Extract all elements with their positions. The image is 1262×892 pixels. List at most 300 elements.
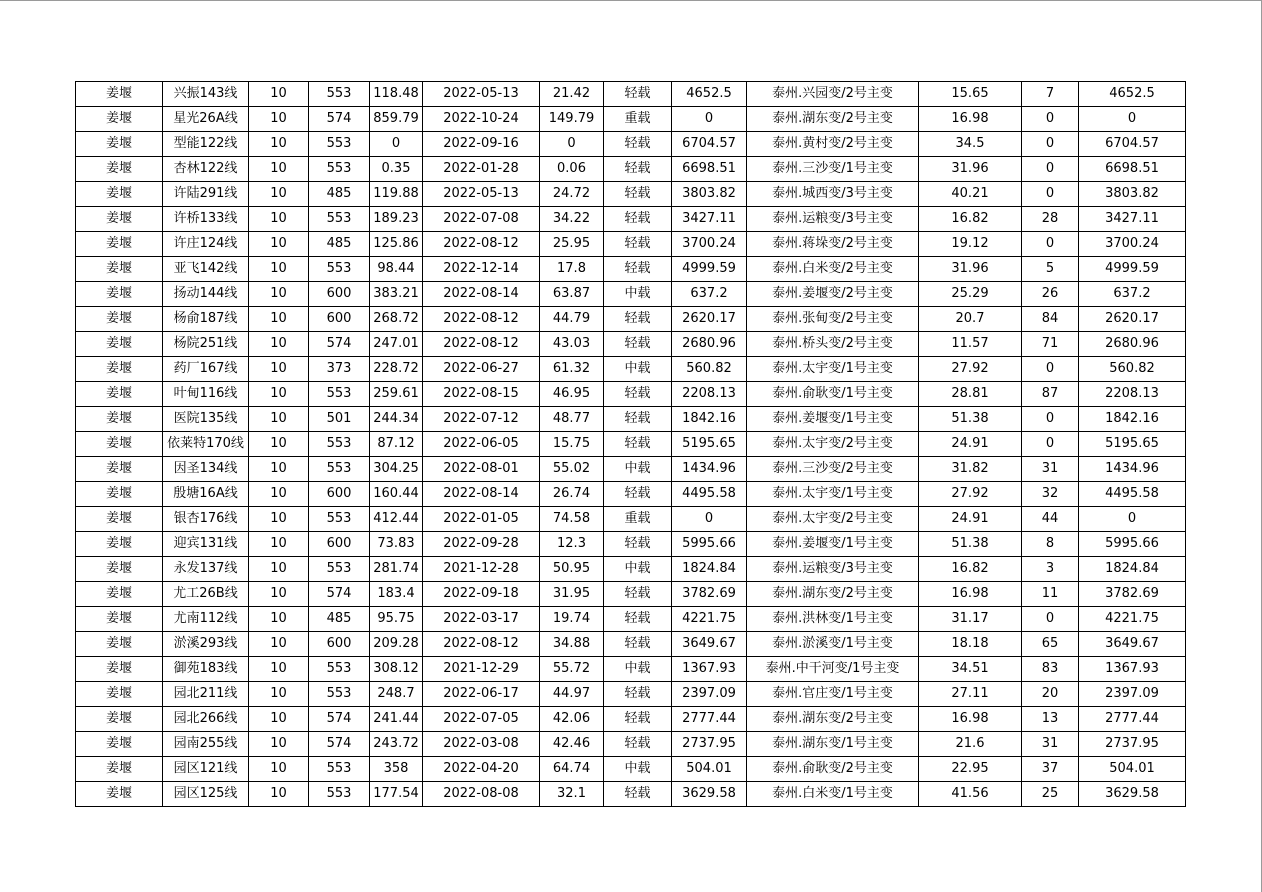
max-current-cell: 412.44 (370, 507, 423, 532)
table-row (76, 407, 1186, 432)
max-current-cell: 243.72 (370, 732, 423, 757)
remaining-capacity-cell: 2620.17 (1079, 307, 1186, 332)
voltage-cell: 10 (249, 757, 309, 782)
rated-capacity-cell: 574 (309, 732, 370, 757)
available-capacity-cell: 5195.65 (672, 432, 747, 457)
count-cell: 25 (1022, 782, 1079, 807)
table-row (76, 657, 1186, 682)
date-cell: 2022-08-12 (423, 632, 540, 657)
date-cell: 2022-07-12 (423, 407, 540, 432)
transformer-load-rate-cell: 41.56 (919, 782, 1022, 807)
rated-capacity-cell: 574 (309, 582, 370, 607)
max-current-cell: 87.12 (370, 432, 423, 457)
load-rate-cell: 17.8 (540, 257, 604, 282)
available-capacity-cell: 0 (672, 507, 747, 532)
region-cell: 姜堰 (76, 432, 163, 457)
date-cell: 2022-05-13 (423, 182, 540, 207)
date-cell: 2022-07-05 (423, 707, 540, 732)
rated-capacity-cell: 553 (309, 557, 370, 582)
available-capacity-cell: 3649.67 (672, 632, 747, 657)
substation-transformer-cell: 泰州.淤溪变/1号主变 (747, 632, 919, 657)
substation-transformer-cell: 泰州.蒋垛变/2号主变 (747, 232, 919, 257)
rated-capacity-cell: 600 (309, 482, 370, 507)
load-rate-cell: 12.3 (540, 532, 604, 557)
load-status-cell: 中载 (604, 457, 672, 482)
line-name-cell: 亚飞142线 (163, 257, 249, 282)
substation-transformer-cell: 泰州.湖东变/2号主变 (747, 107, 919, 132)
rated-capacity-cell: 553 (309, 432, 370, 457)
date-cell: 2022-08-01 (423, 457, 540, 482)
line-name-cell: 许桥133线 (163, 207, 249, 232)
rated-capacity-cell: 600 (309, 632, 370, 657)
load-status-cell: 轻载 (604, 132, 672, 157)
load-rate-cell: 43.03 (540, 332, 604, 357)
table-row (76, 332, 1186, 357)
load-status-cell: 轻载 (604, 482, 672, 507)
remaining-capacity-cell: 4652.5 (1079, 82, 1186, 107)
region-cell: 姜堰 (76, 557, 163, 582)
table-row (76, 507, 1186, 532)
line-name-cell: 扬动144线 (163, 282, 249, 307)
max-current-cell: 308.12 (370, 657, 423, 682)
max-current-cell: 118.48 (370, 82, 423, 107)
substation-transformer-cell: 泰州.兴园变/2号主变 (747, 82, 919, 107)
transformer-load-rate-cell: 16.98 (919, 707, 1022, 732)
load-rate-cell: 55.72 (540, 657, 604, 682)
substation-transformer-cell: 泰州.官庄变/1号主变 (747, 682, 919, 707)
max-current-cell: 177.54 (370, 782, 423, 807)
load-rate-cell: 50.95 (540, 557, 604, 582)
region-cell: 姜堰 (76, 632, 163, 657)
line-name-cell: 淤溪293线 (163, 632, 249, 657)
remaining-capacity-cell: 0 (1079, 107, 1186, 132)
region-cell: 姜堰 (76, 657, 163, 682)
region-cell: 姜堰 (76, 707, 163, 732)
available-capacity-cell: 6698.51 (672, 157, 747, 182)
load-rate-cell: 46.95 (540, 382, 604, 407)
load-status-cell: 轻载 (604, 607, 672, 632)
line-name-cell: 叶甸116线 (163, 382, 249, 407)
date-cell: 2022-03-08 (423, 732, 540, 757)
table-row (76, 482, 1186, 507)
remaining-capacity-cell: 0 (1079, 507, 1186, 532)
table-row (76, 757, 1186, 782)
rated-capacity-cell: 600 (309, 282, 370, 307)
max-current-cell: 859.79 (370, 107, 423, 132)
substation-transformer-cell: 泰州.湖东变/2号主变 (747, 582, 919, 607)
date-cell: 2022-01-28 (423, 157, 540, 182)
rated-capacity-cell: 501 (309, 407, 370, 432)
rated-capacity-cell: 553 (309, 207, 370, 232)
substation-transformer-cell: 泰州.太宇变/2号主变 (747, 507, 919, 532)
transformer-load-rate-cell: 24.91 (919, 507, 1022, 532)
available-capacity-cell: 2208.13 (672, 382, 747, 407)
date-cell: 2022-09-18 (423, 582, 540, 607)
region-cell: 姜堰 (76, 357, 163, 382)
load-rate-cell: 25.95 (540, 232, 604, 257)
table-row (76, 632, 1186, 657)
remaining-capacity-cell: 3629.58 (1079, 782, 1186, 807)
substation-transformer-cell: 泰州.黄村变/2号主变 (747, 132, 919, 157)
region-cell: 姜堰 (76, 157, 163, 182)
region-cell: 姜堰 (76, 582, 163, 607)
table-row (76, 707, 1186, 732)
load-rate-cell: 15.75 (540, 432, 604, 457)
load-status-cell: 中载 (604, 282, 672, 307)
substation-transformer-cell: 泰州.中干河变/1号主变 (747, 657, 919, 682)
voltage-cell: 10 (249, 632, 309, 657)
transformer-load-rate-cell: 51.38 (919, 407, 1022, 432)
load-rate-cell: 63.87 (540, 282, 604, 307)
voltage-cell: 10 (249, 432, 309, 457)
rated-capacity-cell: 553 (309, 782, 370, 807)
date-cell: 2022-04-20 (423, 757, 540, 782)
available-capacity-cell: 3700.24 (672, 232, 747, 257)
transformer-load-rate-cell: 27.11 (919, 682, 1022, 707)
load-rate-cell: 34.22 (540, 207, 604, 232)
transformer-load-rate-cell: 21.6 (919, 732, 1022, 757)
available-capacity-cell: 3782.69 (672, 582, 747, 607)
substation-transformer-cell: 泰州.湖东变/2号主变 (747, 707, 919, 732)
load-rate-cell: 24.72 (540, 182, 604, 207)
voltage-cell: 10 (249, 457, 309, 482)
feeder-load-table (75, 81, 1186, 807)
line-name-cell: 杨院251线 (163, 332, 249, 357)
max-current-cell: 125.86 (370, 232, 423, 257)
line-name-cell: 许陆291线 (163, 182, 249, 207)
available-capacity-cell: 6704.57 (672, 132, 747, 157)
region-cell: 姜堰 (76, 382, 163, 407)
rated-capacity-cell: 553 (309, 682, 370, 707)
table-row (76, 82, 1186, 107)
substation-transformer-cell: 泰州.白米变/2号主变 (747, 257, 919, 282)
rated-capacity-cell: 485 (309, 232, 370, 257)
count-cell: 0 (1022, 107, 1079, 132)
region-cell: 姜堰 (76, 132, 163, 157)
region-cell: 姜堰 (76, 682, 163, 707)
count-cell: 5 (1022, 257, 1079, 282)
page-edge-top (0, 0, 1262, 1)
substation-transformer-cell: 泰州.太宇变/1号主变 (747, 357, 919, 382)
load-status-cell: 轻载 (604, 382, 672, 407)
max-current-cell: 119.88 (370, 182, 423, 207)
load-status-cell: 轻载 (604, 532, 672, 557)
voltage-cell: 10 (249, 732, 309, 757)
available-capacity-cell: 4221.75 (672, 607, 747, 632)
date-cell: 2022-06-27 (423, 357, 540, 382)
substation-transformer-cell: 泰州.三沙变/1号主变 (747, 157, 919, 182)
remaining-capacity-cell: 2777.44 (1079, 707, 1186, 732)
remaining-capacity-cell: 3803.82 (1079, 182, 1186, 207)
rated-capacity-cell: 553 (309, 257, 370, 282)
transformer-load-rate-cell: 40.21 (919, 182, 1022, 207)
transformer-load-rate-cell: 34.51 (919, 657, 1022, 682)
voltage-cell: 10 (249, 282, 309, 307)
region-cell: 姜堰 (76, 207, 163, 232)
region-cell: 姜堰 (76, 457, 163, 482)
rated-capacity-cell: 553 (309, 657, 370, 682)
load-rate-cell: 74.58 (540, 507, 604, 532)
date-cell: 2022-09-16 (423, 132, 540, 157)
count-cell: 0 (1022, 132, 1079, 157)
available-capacity-cell: 637.2 (672, 282, 747, 307)
load-rate-cell: 149.79 (540, 107, 604, 132)
max-current-cell: 189.23 (370, 207, 423, 232)
date-cell: 2022-08-14 (423, 482, 540, 507)
line-name-cell: 园区125线 (163, 782, 249, 807)
voltage-cell: 10 (249, 207, 309, 232)
line-name-cell: 星光26A线 (163, 107, 249, 132)
table-row (76, 582, 1186, 607)
count-cell: 0 (1022, 232, 1079, 257)
date-cell: 2022-08-12 (423, 307, 540, 332)
remaining-capacity-cell: 3427.11 (1079, 207, 1186, 232)
available-capacity-cell: 3427.11 (672, 207, 747, 232)
table-row (76, 557, 1186, 582)
count-cell: 0 (1022, 157, 1079, 182)
remaining-capacity-cell: 560.82 (1079, 357, 1186, 382)
date-cell: 2022-12-14 (423, 257, 540, 282)
voltage-cell: 10 (249, 482, 309, 507)
table-row (76, 682, 1186, 707)
available-capacity-cell: 4495.58 (672, 482, 747, 507)
count-cell: 32 (1022, 482, 1079, 507)
voltage-cell: 10 (249, 132, 309, 157)
load-status-cell: 轻载 (604, 182, 672, 207)
substation-transformer-cell: 泰州.姜堰变/1号主变 (747, 407, 919, 432)
max-current-cell: 228.72 (370, 357, 423, 382)
line-name-cell: 型能122线 (163, 132, 249, 157)
count-cell: 0 (1022, 407, 1079, 432)
load-status-cell: 轻载 (604, 332, 672, 357)
voltage-cell: 10 (249, 607, 309, 632)
rated-capacity-cell: 485 (309, 607, 370, 632)
region-cell: 姜堰 (76, 257, 163, 282)
transformer-load-rate-cell: 34.5 (919, 132, 1022, 157)
count-cell: 31 (1022, 732, 1079, 757)
transformer-load-rate-cell: 16.82 (919, 557, 1022, 582)
max-current-cell: 183.4 (370, 582, 423, 607)
transformer-load-rate-cell: 51.38 (919, 532, 1022, 557)
voltage-cell: 10 (249, 157, 309, 182)
line-name-cell: 依莱特170线 (163, 432, 249, 457)
available-capacity-cell: 1824.84 (672, 557, 747, 582)
transformer-load-rate-cell: 31.96 (919, 257, 1022, 282)
load-status-cell: 重载 (604, 507, 672, 532)
line-name-cell: 医院135线 (163, 407, 249, 432)
voltage-cell: 10 (249, 357, 309, 382)
date-cell: 2022-03-17 (423, 607, 540, 632)
count-cell: 0 (1022, 357, 1079, 382)
remaining-capacity-cell: 4495.58 (1079, 482, 1186, 507)
available-capacity-cell: 4999.59 (672, 257, 747, 282)
remaining-capacity-cell: 1842.16 (1079, 407, 1186, 432)
voltage-cell: 10 (249, 107, 309, 132)
substation-transformer-cell: 泰州.张甸变/2号主变 (747, 307, 919, 332)
available-capacity-cell: 3803.82 (672, 182, 747, 207)
substation-transformer-cell: 泰州.姜堰变/1号主变 (747, 532, 919, 557)
load-rate-cell: 44.97 (540, 682, 604, 707)
load-status-cell: 轻载 (604, 582, 672, 607)
load-status-cell: 轻载 (604, 407, 672, 432)
line-name-cell: 杨俞187线 (163, 307, 249, 332)
count-cell: 11 (1022, 582, 1079, 607)
table-row (76, 732, 1186, 757)
substation-transformer-cell: 泰州.白米变/1号主变 (747, 782, 919, 807)
table-row (76, 157, 1186, 182)
available-capacity-cell: 4652.5 (672, 82, 747, 107)
voltage-cell: 10 (249, 507, 309, 532)
table-row (76, 307, 1186, 332)
remaining-capacity-cell: 5195.65 (1079, 432, 1186, 457)
max-current-cell: 95.75 (370, 607, 423, 632)
transformer-load-rate-cell: 31.82 (919, 457, 1022, 482)
load-status-cell: 轻载 (604, 707, 672, 732)
max-current-cell: 268.72 (370, 307, 423, 332)
transformer-load-rate-cell: 31.17 (919, 607, 1022, 632)
transformer-load-rate-cell: 11.57 (919, 332, 1022, 357)
load-status-cell: 轻载 (604, 682, 672, 707)
substation-transformer-cell: 泰州.洪林变/1号主变 (747, 607, 919, 632)
remaining-capacity-cell: 1367.93 (1079, 657, 1186, 682)
voltage-cell: 10 (249, 332, 309, 357)
available-capacity-cell: 1367.93 (672, 657, 747, 682)
date-cell: 2022-07-08 (423, 207, 540, 232)
voltage-cell: 10 (249, 307, 309, 332)
load-rate-cell: 31.95 (540, 582, 604, 607)
table-row (76, 457, 1186, 482)
region-cell: 姜堰 (76, 232, 163, 257)
line-name-cell: 银杏176线 (163, 507, 249, 532)
available-capacity-cell: 1842.16 (672, 407, 747, 432)
available-capacity-cell: 504.01 (672, 757, 747, 782)
load-rate-cell: 34.88 (540, 632, 604, 657)
load-status-cell: 轻载 (604, 732, 672, 757)
date-cell: 2022-06-05 (423, 432, 540, 457)
region-cell: 姜堰 (76, 757, 163, 782)
max-current-cell: 247.01 (370, 332, 423, 357)
load-rate-cell: 44.79 (540, 307, 604, 332)
max-current-cell: 383.21 (370, 282, 423, 307)
region-cell: 姜堰 (76, 532, 163, 557)
count-cell: 26 (1022, 282, 1079, 307)
transformer-load-rate-cell: 15.65 (919, 82, 1022, 107)
transformer-load-rate-cell: 20.7 (919, 307, 1022, 332)
table-row (76, 232, 1186, 257)
count-cell: 13 (1022, 707, 1079, 732)
date-cell: 2022-01-05 (423, 507, 540, 532)
voltage-cell: 10 (249, 657, 309, 682)
load-rate-cell: 32.1 (540, 782, 604, 807)
substation-transformer-cell: 泰州.太宇变/2号主变 (747, 432, 919, 457)
rated-capacity-cell: 373 (309, 357, 370, 382)
date-cell: 2021-12-29 (423, 657, 540, 682)
max-current-cell: 98.44 (370, 257, 423, 282)
load-rate-cell: 42.46 (540, 732, 604, 757)
max-current-cell: 244.34 (370, 407, 423, 432)
line-name-cell: 园南255线 (163, 732, 249, 757)
table-row (76, 782, 1186, 807)
line-name-cell: 药厂167线 (163, 357, 249, 382)
region-cell: 姜堰 (76, 282, 163, 307)
count-cell: 7 (1022, 82, 1079, 107)
region-cell: 姜堰 (76, 482, 163, 507)
table-row (76, 382, 1186, 407)
transformer-load-rate-cell: 28.81 (919, 382, 1022, 407)
transformer-load-rate-cell: 24.91 (919, 432, 1022, 457)
table-row (76, 207, 1186, 232)
max-current-cell: 0 (370, 132, 423, 157)
available-capacity-cell: 560.82 (672, 357, 747, 382)
line-name-cell: 迎宾131线 (163, 532, 249, 557)
transformer-load-rate-cell: 27.92 (919, 482, 1022, 507)
line-name-cell: 永发137线 (163, 557, 249, 582)
load-status-cell: 中载 (604, 357, 672, 382)
rated-capacity-cell: 553 (309, 507, 370, 532)
remaining-capacity-cell: 2737.95 (1079, 732, 1186, 757)
available-capacity-cell: 2777.44 (672, 707, 747, 732)
count-cell: 71 (1022, 332, 1079, 357)
max-current-cell: 241.44 (370, 707, 423, 732)
count-cell: 65 (1022, 632, 1079, 657)
load-status-cell: 重载 (604, 107, 672, 132)
load-status-cell: 轻载 (604, 432, 672, 457)
count-cell: 0 (1022, 432, 1079, 457)
available-capacity-cell: 2620.17 (672, 307, 747, 332)
voltage-cell: 10 (249, 582, 309, 607)
table-row (76, 432, 1186, 457)
load-status-cell: 轻载 (604, 82, 672, 107)
remaining-capacity-cell: 4221.75 (1079, 607, 1186, 632)
table-row (76, 257, 1186, 282)
region-cell: 姜堰 (76, 307, 163, 332)
load-rate-cell: 19.74 (540, 607, 604, 632)
remaining-capacity-cell: 4999.59 (1079, 257, 1186, 282)
max-current-cell: 248.7 (370, 682, 423, 707)
rated-capacity-cell: 553 (309, 382, 370, 407)
remaining-capacity-cell: 1434.96 (1079, 457, 1186, 482)
line-name-cell: 园北266线 (163, 707, 249, 732)
count-cell: 84 (1022, 307, 1079, 332)
rated-capacity-cell: 553 (309, 132, 370, 157)
transformer-load-rate-cell: 25.29 (919, 282, 1022, 307)
available-capacity-cell: 3629.58 (672, 782, 747, 807)
remaining-capacity-cell: 3700.24 (1079, 232, 1186, 257)
region-cell: 姜堰 (76, 782, 163, 807)
max-current-cell: 209.28 (370, 632, 423, 657)
table-row (76, 132, 1186, 157)
remaining-capacity-cell: 5995.66 (1079, 532, 1186, 557)
line-name-cell: 尤工26B线 (163, 582, 249, 607)
remaining-capacity-cell: 504.01 (1079, 757, 1186, 782)
remaining-capacity-cell: 2680.96 (1079, 332, 1186, 357)
region-cell: 姜堰 (76, 607, 163, 632)
date-cell: 2022-08-12 (423, 332, 540, 357)
count-cell: 87 (1022, 382, 1079, 407)
max-current-cell: 73.83 (370, 532, 423, 557)
region-cell: 姜堰 (76, 82, 163, 107)
count-cell: 83 (1022, 657, 1079, 682)
substation-transformer-cell: 泰州.运粮变/3号主变 (747, 557, 919, 582)
substation-transformer-cell: 泰州.桥头变/2号主变 (747, 332, 919, 357)
available-capacity-cell: 1434.96 (672, 457, 747, 482)
max-current-cell: 0.35 (370, 157, 423, 182)
load-rate-cell: 48.77 (540, 407, 604, 432)
count-cell: 20 (1022, 682, 1079, 707)
transformer-load-rate-cell: 22.95 (919, 757, 1022, 782)
load-rate-cell: 0.06 (540, 157, 604, 182)
transformer-load-rate-cell: 27.92 (919, 357, 1022, 382)
